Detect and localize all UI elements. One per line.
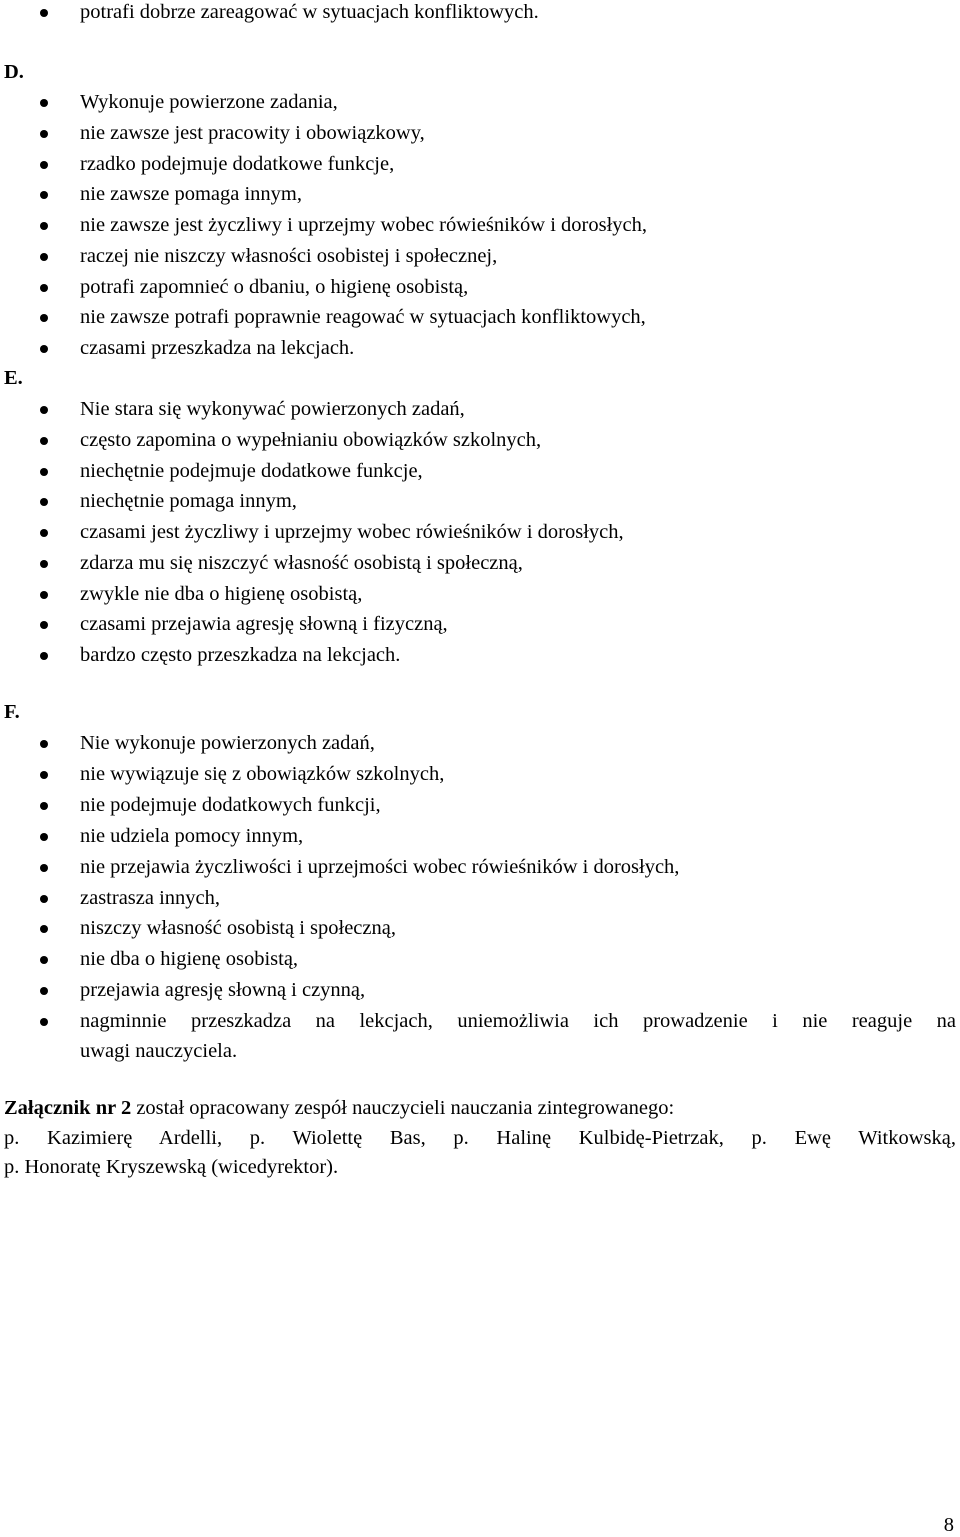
- list-item: czasami przeszkadza na lekcjach.: [80, 337, 355, 359]
- bullet-icon: [40, 802, 48, 810]
- bullet-icon: [40, 406, 48, 414]
- bullet-icon: [40, 314, 48, 322]
- bullet-icon: [40, 956, 48, 964]
- bullet-icon: [40, 99, 48, 107]
- list-item: Nie wykonuje powierzonych zadań,: [80, 732, 375, 754]
- list-item: nie zawsze pomaga innym,: [80, 183, 303, 205]
- list-item-line1: nagminnie przeszkadza na lekcjach, uniemożliwia ich prowadzenie i nie reaguje na: [80, 1010, 956, 1032]
- list-item: czasami przejawia agresję słowną i fizyczną,: [80, 613, 448, 635]
- attachment-text: został opracowany zespół nauczycieli nauczania zintegrowanego:: [131, 1097, 675, 1119]
- list-item: nie zawsze jest pracowity i obowiązkowy,: [80, 122, 425, 144]
- bullet-icon: [40, 529, 48, 537]
- list-item-line2: uwagi nauczyciela.: [80, 1040, 238, 1062]
- list-item: Wykonuje powierzone zadania,: [80, 91, 338, 113]
- list-item: potrafi zapomnieć o dbaniu, o higienę osobistą,: [80, 276, 469, 298]
- bullet-icon: [40, 222, 48, 230]
- list-item: czasami jest życzliwy i uprzejmy wobec rówieśników i dorosłych,: [80, 521, 624, 543]
- list-item: niechętnie pomaga innym,: [80, 490, 297, 512]
- attachment-paragraph: [4, 1096, 956, 1120]
- bullet-icon: [40, 253, 48, 261]
- list-item: często zapomina o wypełnianiu obowiązków szkolnych,: [80, 429, 542, 451]
- bullet-icon: [40, 9, 48, 17]
- list-item: nie dba o higienę osobistą,: [80, 948, 299, 970]
- bullet-icon: [40, 621, 48, 629]
- bullet-icon: [40, 833, 48, 841]
- list-item: nie zawsze potrafi poprawnie reagować w sytuacjach konfliktowych,: [80, 306, 646, 328]
- bullet-icon: [40, 895, 48, 903]
- bullet-icon: [40, 437, 48, 445]
- list-item: nie przejawia życzliwości i uprzejmości wobec rówieśników i dorosłych,: [80, 856, 680, 878]
- bullet-icon: [40, 864, 48, 872]
- list-item: Nie stara się wykonywać powierzonych zadań,: [80, 398, 465, 420]
- bullet-icon: [40, 591, 48, 599]
- attachment-authors-line: p. Kazimierę Ardelli, p. Wiolettę Bas, p. Halinę Kulbidę-Pietrzak, p. Ewę Witkowską,: [4, 1127, 956, 1149]
- list-item: niechętnie podejmuje dodatkowe funkcje,: [80, 460, 423, 482]
- bullet-icon: [40, 740, 48, 748]
- list-item: nie udziela pomocy innym,: [80, 825, 304, 847]
- bullet-icon: [40, 498, 48, 506]
- list-item: przejawia agresję słowną i czynną,: [80, 979, 366, 1001]
- bullet-icon: [40, 925, 48, 933]
- list-item: zdarza mu się niszczyć własność osobistą i społeczną,: [80, 552, 523, 574]
- list-item: rzadko podejmuje dodatkowe funkcje,: [80, 153, 395, 175]
- bullet-icon: [40, 161, 48, 169]
- page-number: 8: [943, 1514, 954, 1536]
- section-label-e: E.: [4, 367, 23, 389]
- bullet-icon: [40, 345, 48, 353]
- bullet-icon: [40, 284, 48, 292]
- bullet-icon: [40, 987, 48, 995]
- list-item: bardzo często przeszkadza na lekcjach.: [80, 644, 401, 666]
- bullet-icon: [40, 652, 48, 660]
- bullet-icon: [40, 468, 48, 476]
- bullet-icon: [40, 130, 48, 138]
- bullet-icon: [40, 771, 48, 779]
- section-label-d: D.: [4, 61, 24, 83]
- list-item: raczej nie niszczy własności osobistej i społecznej,: [80, 245, 498, 267]
- section-label-f: F.: [4, 701, 20, 723]
- bullet-icon: [40, 191, 48, 199]
- list-item: niszczy własność osobistą i społeczną,: [80, 917, 396, 939]
- list-item: nie zawsze jest życzliwy i uprzejmy wobec rówieśników i dorosłych,: [80, 214, 647, 236]
- list-item: potrafi dobrze zareagować w sytuacjach konfliktowych.: [80, 1, 539, 23]
- bullet-icon: [40, 1018, 48, 1026]
- bullet-icon: [40, 560, 48, 568]
- attachment-authors-line: p. Honoratę Kryszewską (wicedyrektor).: [4, 1156, 339, 1178]
- attachment-label: Załącznik nr 2: [4, 1097, 132, 1119]
- list-item: zastrasza innych,: [80, 887, 221, 909]
- list-item: nie podejmuje dodatkowych funkcji,: [80, 794, 381, 816]
- list-item: zwykle nie dba o higienę osobistą,: [80, 583, 363, 605]
- list-item: nie wywiązuje się z obowiązków szkolnych,: [80, 763, 445, 785]
